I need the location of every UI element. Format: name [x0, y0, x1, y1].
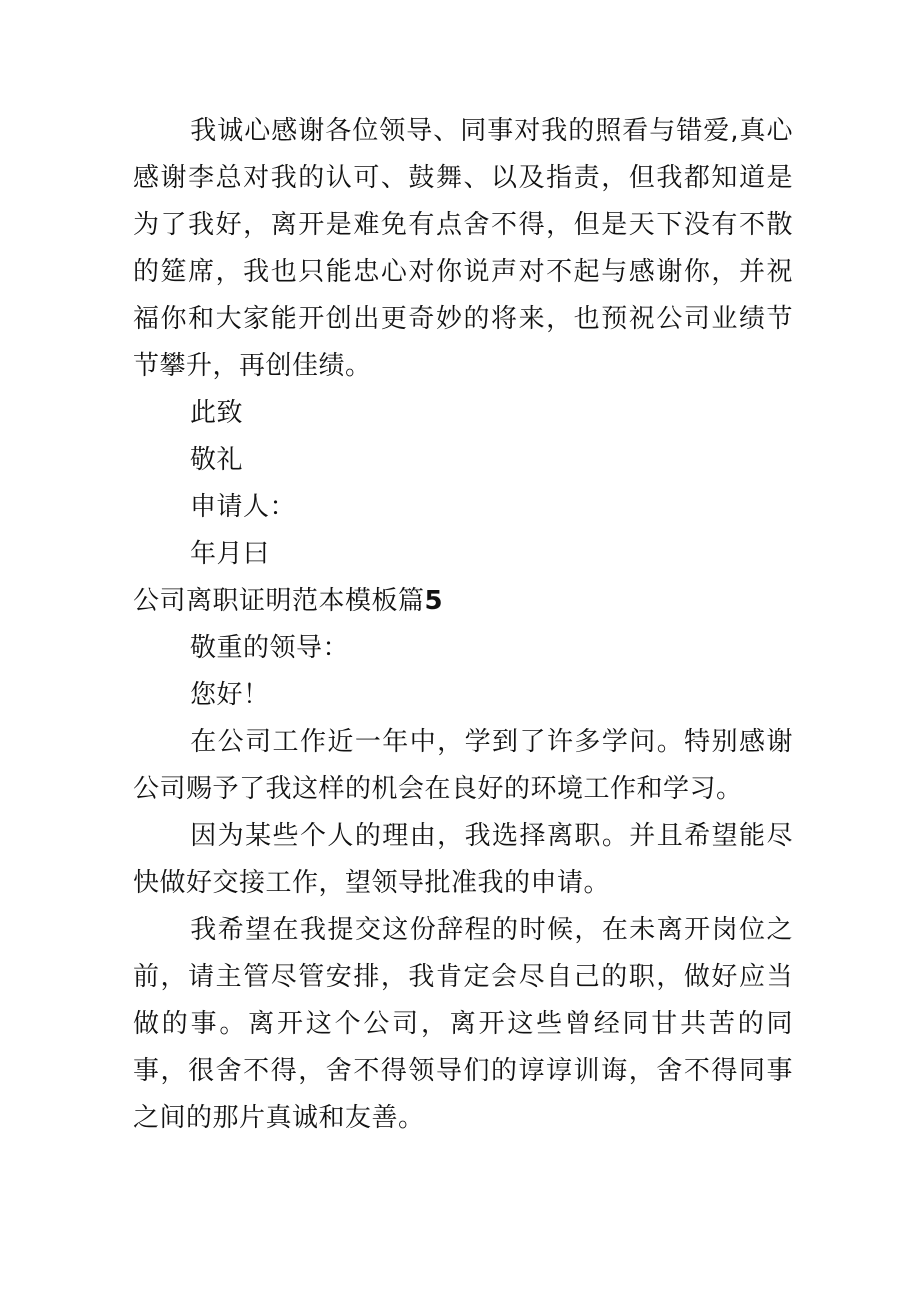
paragraph-handover: 我希望在我提交这份辞程的时候，在未离开岗位之前，请主管尽管安排，我肯定会尽自己的职，做好应当做的事。离开这个公司，离开这些曾经同甘共苦的同事，很舍不得，舍不得领导们的谆谆训诲，舍不得同事之间的那片真诚和友善。	[133, 915, 793, 1133]
salutation: 敬重的领导：	[190, 633, 350, 663]
section-number: 5	[424, 586, 444, 616]
date-label: 年月曰	[190, 539, 270, 569]
paragraph-thanks: 我诚心感谢各位领导、同事对我的照看与错爱,真心感谢李总对我的认可、鼓舞、以及指责，但我都知道是为了我好，离开是难免有点舍不得，但是天下没有不散的筵席，我也只能忠心对你说声对不起与感谢你，并祝福你和大家能开创出更奇妙的将来，也预祝公司业绩节节攀升，再创佳绩。	[133, 116, 793, 381]
closing-jingli: 敬礼	[190, 445, 244, 475]
section-title-text: 公司离职证明范本模板篇	[133, 586, 425, 616]
paragraph-work: 在公司工作近一年中，学到了许多学问。特别感谢公司赐予了我这样的机会在良好的环境工作和学习。	[133, 727, 793, 804]
section-title	[133, 578, 793, 625]
paragraph-reason: 因为某些个人的理由，我选择离职。并且希望能尽快做好交接工作，望领导批准我的申请。	[133, 821, 793, 898]
closing-cizhi: 此致	[190, 398, 244, 428]
greeting: 您好！	[190, 680, 270, 710]
document-body	[133, 108, 793, 1142]
applicant-label: 申请人：	[190, 492, 297, 522]
